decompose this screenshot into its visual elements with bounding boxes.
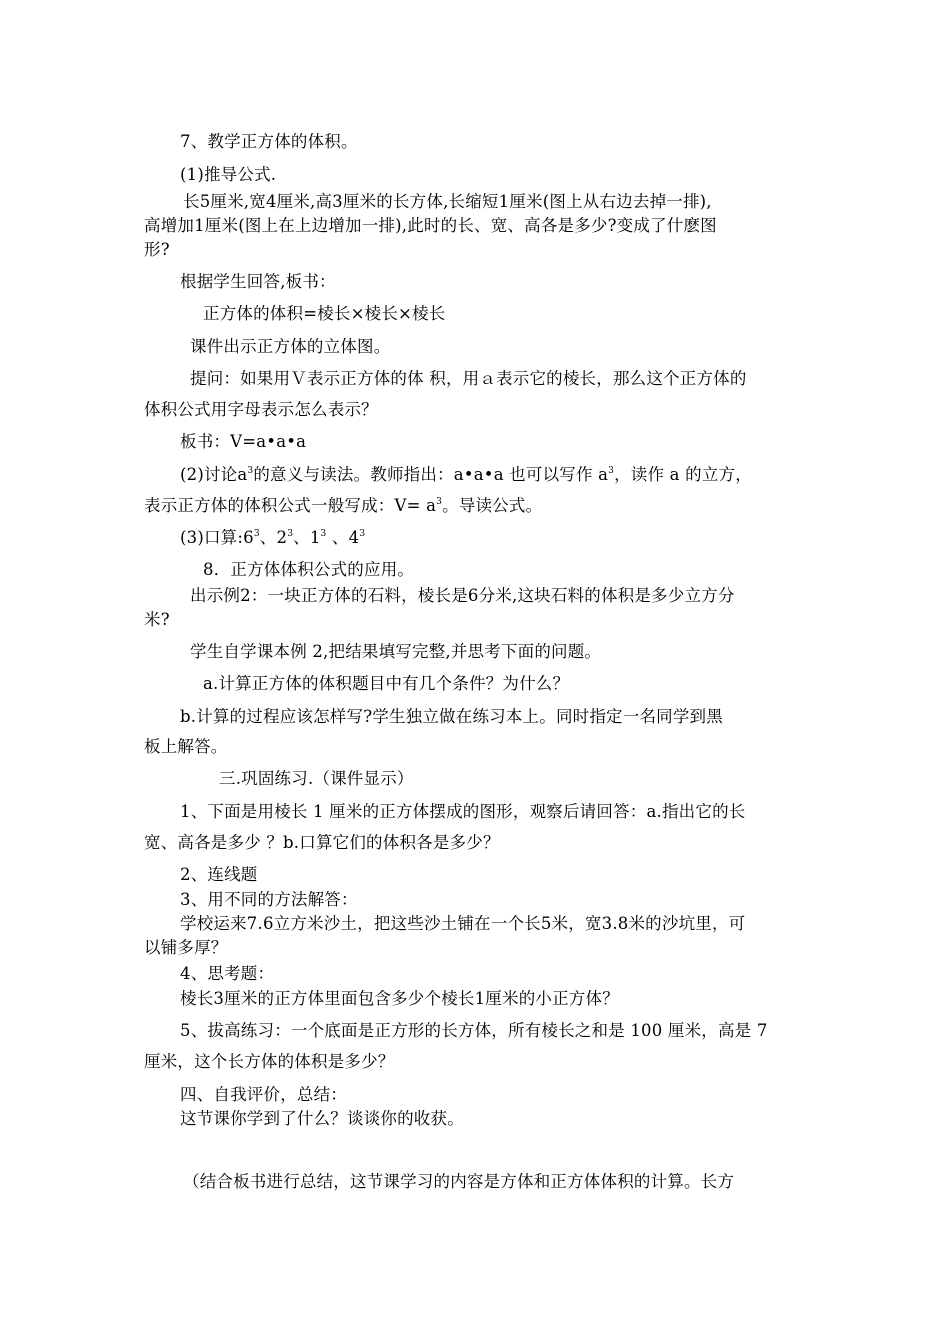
section-heading: 四、自我评价，总结：: [180, 1085, 347, 1104]
text-line: 2、连线题: [180, 865, 258, 884]
text-run: 表示正方体的体积公式一般写成：V= a: [144, 496, 437, 515]
superscript: 3: [320, 529, 327, 539]
text-line: 学生自学课本例 2,把结果填写完整,并思考下面的问题。: [190, 642, 602, 661]
text-line: 课件出示正方体的立体图。: [190, 337, 391, 356]
text-run: 。导读公式。: [442, 496, 543, 515]
text-run: (3)口算:6: [180, 528, 254, 547]
text-line: 长5厘米,宽4厘米,高3厘米的长方体,长缩短1厘米(图上从右边去掉一排),: [183, 192, 712, 211]
superscript: 3: [608, 466, 615, 476]
text-line: 板上解答。: [144, 737, 228, 756]
text-line: 高增加1厘米(图上在上边增加一排),此时的长、宽、高各是多少?变成了什麽图: [144, 216, 717, 235]
text-line: a.计算正方体的体积题目中有几个条件？为什么？: [203, 674, 570, 693]
text-line: [180, 463, 752, 487]
text-line: 形?: [144, 240, 170, 259]
text-line: 以铺多厚？: [144, 938, 228, 957]
text-line: 提问：如果用Ｖ表示正方体的体 积，用ａ表示它的棱长，那么这个正方体的: [190, 369, 747, 388]
text-line: 出示例2：一块正方体的石料，棱长是6分米,这块石料的体积是多少立方分: [190, 586, 735, 605]
text-line: 1、下面是用棱长 1 厘米的正方体摆成的图形，观察后请回答：a.指出它的长: [180, 802, 746, 821]
text-run: (2)讨论: [180, 465, 238, 484]
superscript: 3: [247, 466, 254, 476]
text-line: 棱长3厘米的正方体里面包含多少个棱长1厘米的小正方体？: [180, 989, 619, 1008]
superscript: 3: [436, 497, 443, 507]
superscript: 3: [287, 529, 294, 539]
text-line: [144, 494, 542, 518]
text-line: 学校运来7.6立方米沙土，把这些沙土铺在一个长5米，宽3.8米的沙坑里，可: [180, 914, 746, 933]
formula-line: 板书：V=a•a•a: [180, 432, 307, 451]
text-line: 宽、高各是多少 ？b.口算它们的体积各是多少？: [144, 833, 500, 852]
section-heading: 三.巩固练习.（课件显示）: [219, 769, 414, 788]
text-line: 厘米，这个长方体的体积是多少？: [144, 1052, 395, 1071]
heading-8: 8．正方体体积公式的应用。: [203, 560, 415, 579]
superscript: 3: [359, 529, 366, 539]
text-line: 4、思考题：: [180, 964, 275, 983]
text-line: （结合板书进行总结，这节课学习的内容是方体和正方体体积的计算。长方: [183, 1172, 735, 1191]
text-line: 根据学生回答,板书：: [180, 272, 336, 291]
text-run: ，读作 a 的立方，: [614, 465, 752, 484]
formula-line: 正方体的体积=棱长×棱长×棱长: [203, 304, 446, 323]
text-line: b.计算的过程应该怎样写?学生独立做在练习本上。同时指定一名同学到黑: [180, 707, 723, 726]
text-line: 体积公式用字母表示怎么表示？: [144, 400, 378, 419]
text-line: 这节课你学到了什么？谈谈你的收获。: [180, 1109, 464, 1128]
text-run: 的意义与读法。教师指出：a•a•a 也可以写作 a: [253, 465, 609, 484]
text-line: 5、拔高练习：一个底面是正方形的长方体，所有棱长之和是 100 厘米，高是 7: [180, 1021, 768, 1040]
superscript: 3: [253, 529, 260, 539]
text-run: 、2: [259, 528, 288, 547]
text-run: 、4: [326, 528, 360, 547]
text-line: 米?: [144, 610, 170, 629]
text-run: 、1: [293, 528, 321, 547]
text-line: 3、用不同的方法解答：: [180, 890, 358, 909]
heading-7: 7、教学正方体的体积。: [180, 132, 358, 151]
text-run: a: [237, 465, 248, 484]
text-line: [180, 526, 365, 550]
text-line: (1)推导公式.: [180, 165, 277, 184]
